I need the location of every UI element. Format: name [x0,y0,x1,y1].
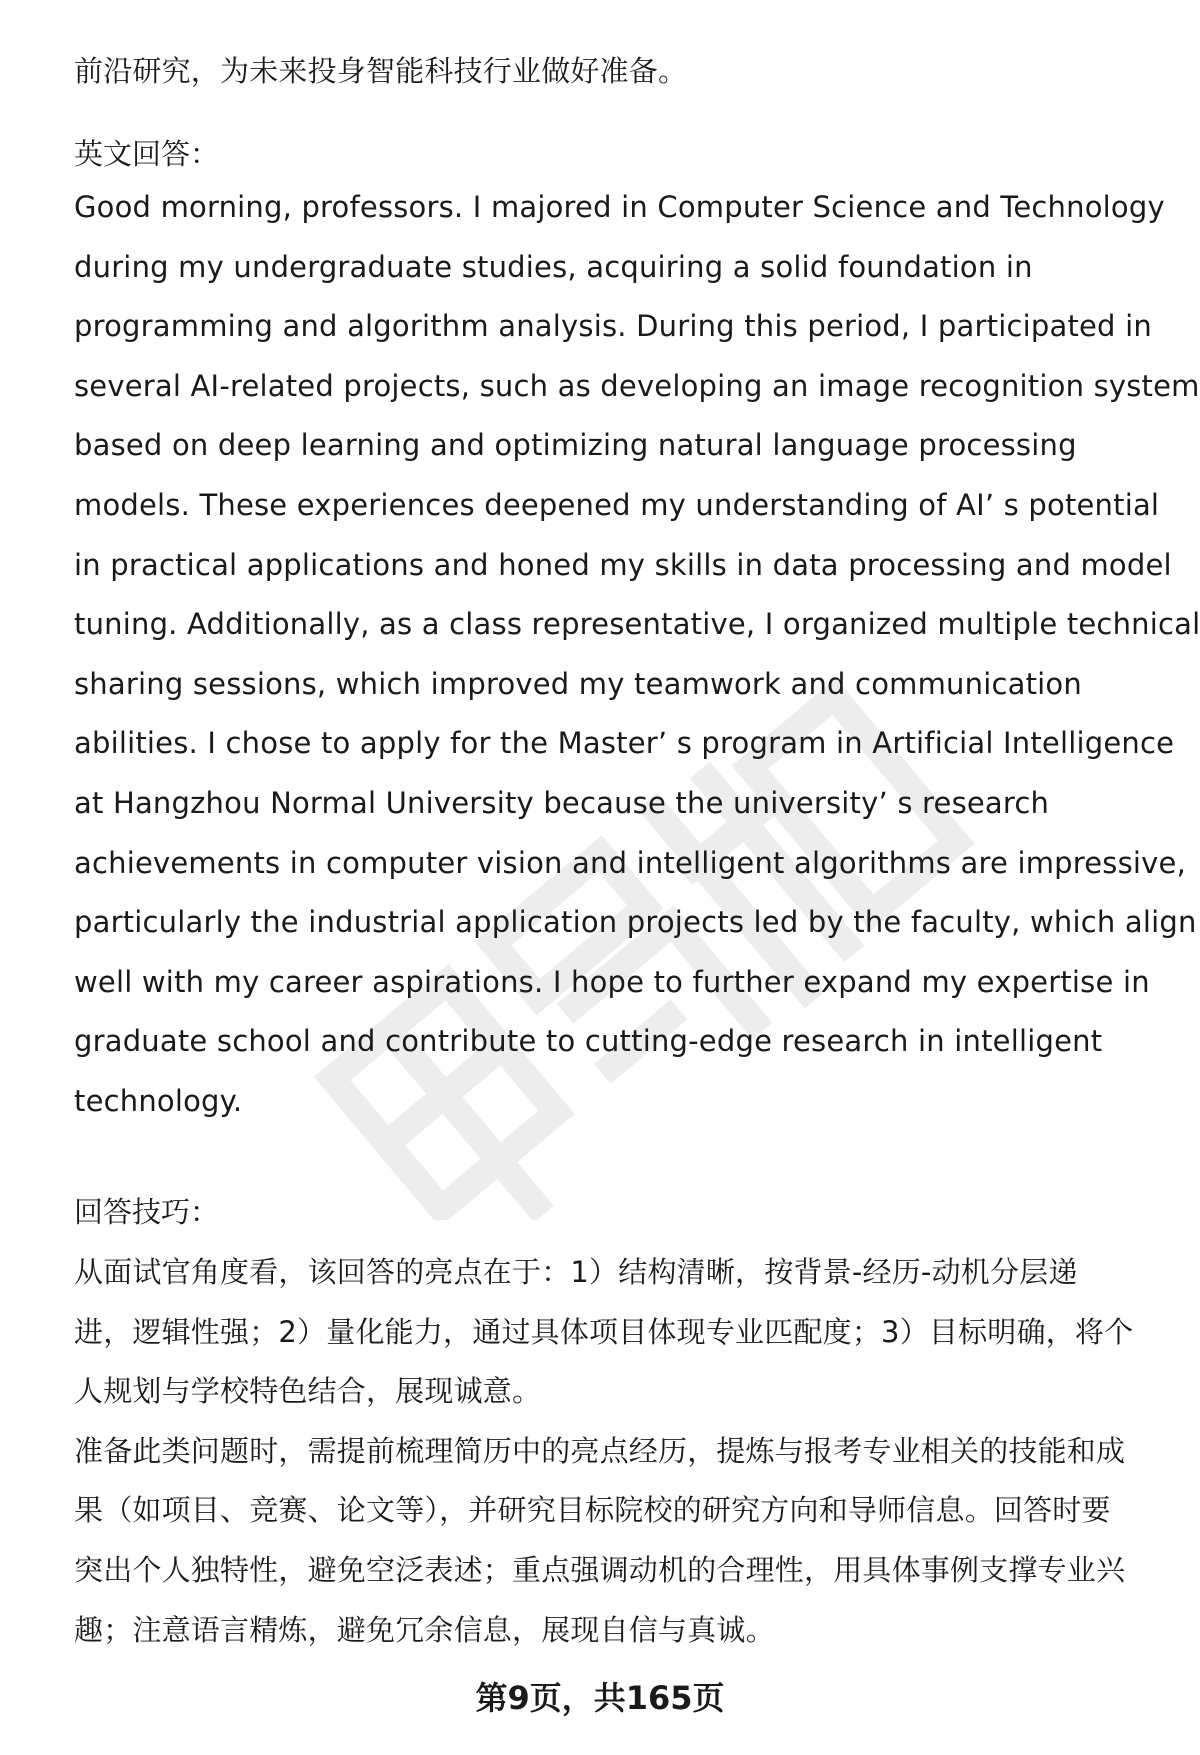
paragraph-line: abilities. I chose to apply for the Master’ s program in Artificial Intelligence [74,726,1175,761]
paragraph-line: tuning. Additionally, as a class representative, I organized multiple technical [74,607,1200,642]
paragraph-line: Good morning, professors. I majored in Computer Science and Technology [74,190,1165,224]
paragraph-line: based on deep learning and optimizing natural language processing [74,428,1077,463]
paragraph-line: 果（如项目、竞赛、论文等），并研究目标院校的研究方向和导师信息。回答时要 [74,1493,1111,1528]
paragraph-line: at Hangzhou Normal University because the university’ s research [74,785,1050,820]
paragraph-line: during my undergraduate studies, acquiring a solid foundation in [74,249,1033,284]
tips-heading: 回答技巧： [74,1195,220,1229]
paragraph-line: achievements in computer vision and intelligent algorithms are impressive, [74,845,1186,880]
tips-paragraph [74,1243,1164,1660]
page-number-footer: 第9页，共165页 [475,1679,725,1717]
paragraph-line: graduate school and contribute to cutting-edge research in intelligent [74,1024,1103,1059]
paragraph-line: technology. [74,1083,243,1118]
paragraph-line: particularly the industrial application projects led by the faculty, which align [74,905,1197,940]
paragraph-line: 趣；注意语言精炼，避免冗余信息，展现自信与真诚。 [74,1612,775,1647]
paragraph-line: 从面试官角度看，该回答的亮点在于：1）结构清晰，按背景-经历-动机分层递 [74,1255,1078,1289]
english-answer-heading: 英文回答： [74,137,220,171]
paragraph-line: 进，逻辑性强；2）量化能力，通过具体项目体现专业匹配度；3）目标明确，将个 [74,1314,1134,1349]
paragraph-line: models. These experiences deepened my understanding of AI’ s potential [74,487,1160,522]
paragraph-line: 突出个人独特性，避免空泛表述；重点强调动机的合理性，用具体事例支撑专业兴 [74,1552,1126,1587]
paragraph-line: 人规划与学校特色结合，展现诚意。 [74,1374,542,1409]
intro-line: 前沿研究，为未来投身智能科技行业做好准备。 [74,54,688,88]
paragraph-line: several AI-related projects, such as developing an image recognition system [74,368,1200,403]
paragraph-line: sharing sessions, which improved my teamwork and communication [74,666,1082,701]
intro-paragraph [74,42,1164,102]
paragraph-line: programming and algorithm analysis. During this period, I participated in [74,309,1152,344]
paragraph-line: in practical applications and honed my skills in data processing and model [74,547,1172,582]
paragraph-line: 准备此类问题时，需提前梳理简历中的亮点经历，提炼与报考专业相关的技能和成 [74,1433,1126,1468]
paragraph-line: well with my career aspirations. I hope to further expand my expertise in [74,964,1150,999]
english-answer-paragraph [74,178,1200,1132]
